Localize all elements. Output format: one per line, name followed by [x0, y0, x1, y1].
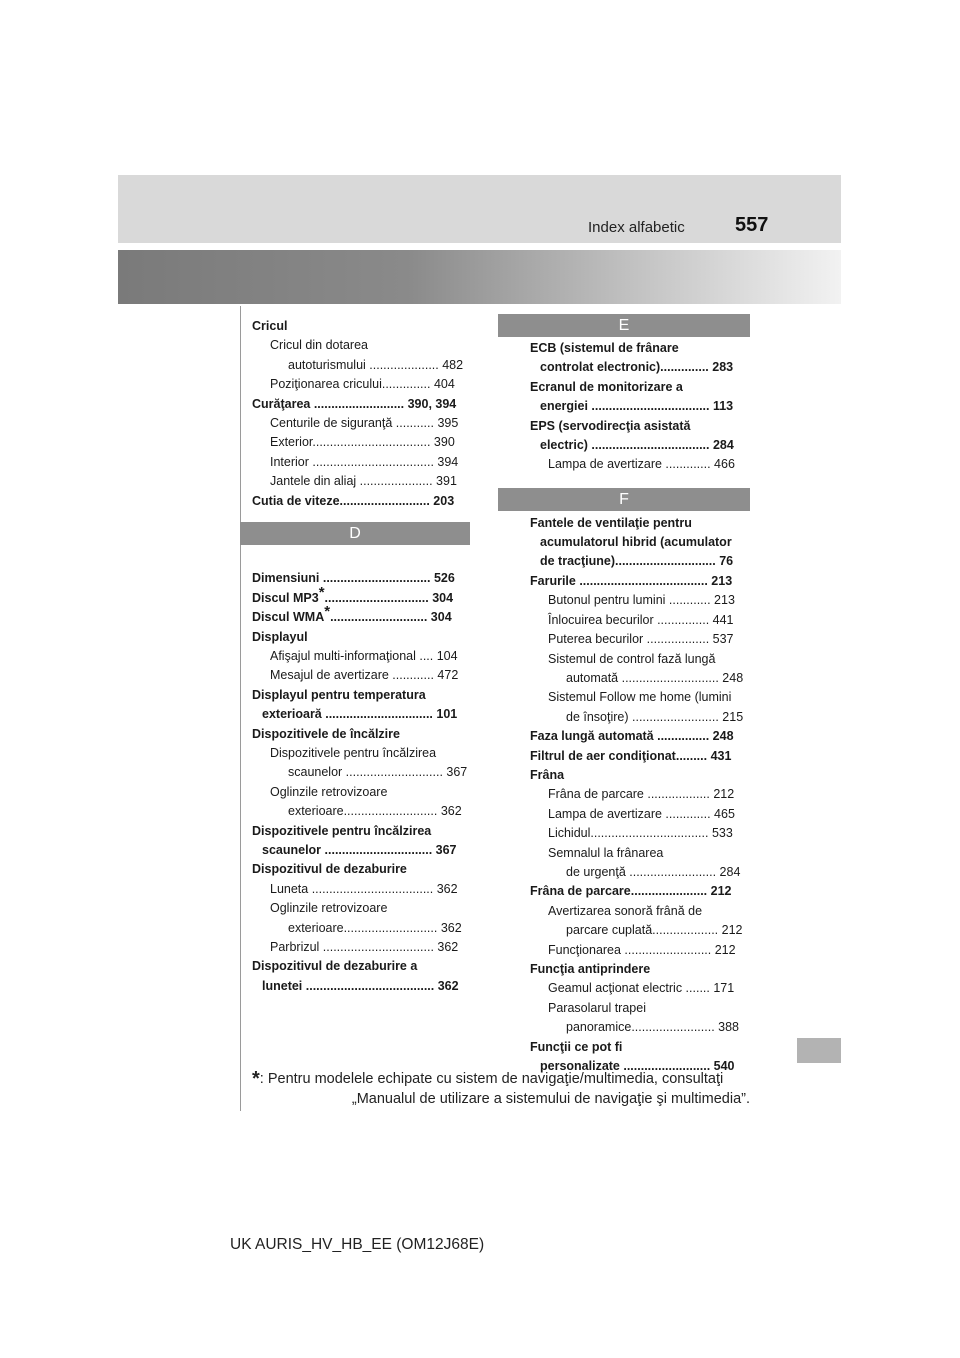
index-entry: Sistemul Follow me home (lumini [548, 690, 732, 705]
section-title: Index alfabetic [588, 219, 685, 236]
index-entry: Displayul pentru temperatura [252, 687, 426, 702]
index-entry: Funcţionarea ......................... 212 [548, 942, 736, 957]
page-number: 557 [735, 214, 769, 236]
index-entry: Dispozitivele pentru încălzirea [252, 823, 432, 838]
index-entry: Funcţii ce pot fi [530, 1039, 623, 1054]
index-entry: Dispozitivul de dezaburire a [252, 959, 418, 974]
index-entry: autoturismului .................... 482 [288, 357, 464, 372]
index-column-right [530, 339, 750, 1076]
index-entry: Discul MP3*.............................. 304 [252, 583, 454, 605]
section-tab-marker [797, 1038, 841, 1063]
letter-bar-e: E [498, 314, 750, 337]
index-entry: Discul WMA*............................ 304 [252, 602, 452, 625]
footnote-line-2: „Manualul de utilizare a sistemului de navigaţie şi multimedia”. [351, 1091, 750, 1107]
index-entry: lunetei ..................................... 362 [262, 978, 459, 993]
index-entry: exterioară ............................... 101 [262, 707, 458, 722]
index-entry: Centurile de siguranţă ........... 395 [270, 416, 459, 431]
index-entry: acumulatorul hibrid (acumulator [540, 535, 732, 550]
index-entry: Luneta ................................... 362 [270, 881, 458, 896]
footnote-star: * [252, 1068, 260, 1090]
index-entry: Lichidul.................................. 533 [548, 826, 733, 841]
index-entry: Interior ................................... 394 [270, 454, 459, 469]
index-entry: Dispozitivele pentru încălzirea [270, 745, 437, 760]
index-entry: Cutia de viteze.......................... 203 [252, 493, 455, 508]
index-entry: Frâna [530, 767, 565, 782]
index-entry: Butonul pentru lumini ............ 213 [548, 593, 735, 608]
index-entry: exterioare........................... 362 [288, 804, 462, 819]
index-spacer [252, 530, 470, 549]
index-spacer [252, 550, 470, 569]
index-entry: controlat electronic).............. 283 [540, 360, 734, 375]
footnote-marker: * [324, 602, 331, 620]
index-entry: scaunelor ............................... 367 [262, 842, 457, 857]
index-entry: Dispozitivele de încălzire [252, 726, 400, 741]
index-entry: Curăţarea .......................... 390, 394 [252, 396, 457, 411]
index-entry: energiei .................................. 113 [540, 399, 734, 414]
index-entry: Jantele din aliaj ..................... 391 [270, 474, 457, 489]
index-entry: Afişajul multi-informaţional .... 104 [270, 648, 458, 663]
index-entry: Dispozitivul de dezaburire [252, 862, 407, 877]
index-entry: de însoţire) ......................... 215 [566, 709, 744, 724]
index-entry: Geamul acţionat electric ....... 171 [548, 981, 735, 996]
header-band [118, 175, 841, 243]
index-entry: Parasolarul trapei [548, 1000, 646, 1015]
index-entry: scaunelor ............................ 367 [288, 765, 468, 780]
index-entry: Frâna de parcare .................. 212 [548, 787, 735, 802]
index-entry: Avertizarea sonoră frână de [548, 903, 703, 918]
index-entry: Semnalul la frânarea [548, 845, 664, 860]
index-entry: Farurile ..................................... 213 [530, 573, 733, 588]
index-entry: Înlocuirea becurilor ............... 441 [548, 612, 734, 627]
gradient-band [118, 250, 841, 304]
index-entry: Poziţionarea cricului.............. 404 [270, 377, 455, 392]
index-entry: Dimensiuni ............................... 526 [252, 571, 455, 586]
index-entry: Puterea becurilor .................. 537 [548, 632, 734, 647]
index-entry: de tracţiune)............................. 76 [540, 554, 734, 569]
index-spacer [530, 494, 750, 513]
index-entry: panoramice........................ 388 [566, 1020, 739, 1035]
index-entry: Parbrizul ................................ 362 [270, 940, 459, 954]
footnote-marker: * [318, 583, 325, 601]
index-entry: Filtrul de aer condiţionat......... 431 [530, 748, 732, 763]
index-entry: EPS (servodirecţia asistată [530, 418, 691, 433]
index-entry: personalizate ......................... 540 [540, 1059, 735, 1074]
footnote-line-1: : Pentru modelele echipate cu sistem de navigaţie/multimedia, consultaţi [259, 1071, 724, 1087]
index-entry: Exterior.................................. 390 [270, 435, 455, 450]
letter-bar-d: D [240, 522, 470, 545]
index-entry: Oglinzile retrovizoare [270, 784, 388, 799]
index-entry: Funcţia antiprindere [530, 962, 651, 976]
index-entry: Displayul [252, 629, 308, 644]
index-entry: Frâna de parcare...................... 212 [530, 884, 732, 899]
index-entry: Cricul [252, 319, 288, 333]
footnote [252, 1067, 750, 1109]
index-entry: de urgenţă ......................... 284 [566, 864, 741, 879]
index-spacer [252, 511, 470, 530]
index-entry: Oglinzile retrovizoare [270, 901, 388, 916]
index-entry: Faza lungă automată ............... 248 [530, 729, 734, 744]
index-entry: Lampa de avertizare ............. 466 [548, 457, 735, 472]
model-code: UK AURIS_HV_HB_EE (OM12J68E) [230, 1236, 485, 1253]
index-column-left [252, 317, 470, 996]
index-entry: parcare cuplată................... 212 [566, 923, 743, 938]
index-entry: Sistemul de control fază lungă [548, 651, 716, 666]
column-divider [240, 306, 241, 1111]
index-entry: Fantele de ventilaţie pentru [530, 515, 692, 530]
index-entry: Mesajul de avertizare ............ 472 [270, 668, 459, 683]
index-spacer [530, 475, 750, 494]
index-entry: ECB (sistemul de frânare [530, 341, 679, 355]
index-entry: Cricul din dotarea [270, 338, 368, 353]
index-entry: Lampa de avertizare ............. 465 [548, 806, 735, 821]
index-entry: Ecranul de monitorizare a [530, 379, 683, 394]
index-entry: electric) .................................. 284 [540, 438, 734, 453]
index-entry: automată ............................ 248 [566, 670, 744, 685]
letter-bar-f: F [498, 488, 750, 511]
index-entry: exterioare........................... 362 [288, 920, 462, 935]
